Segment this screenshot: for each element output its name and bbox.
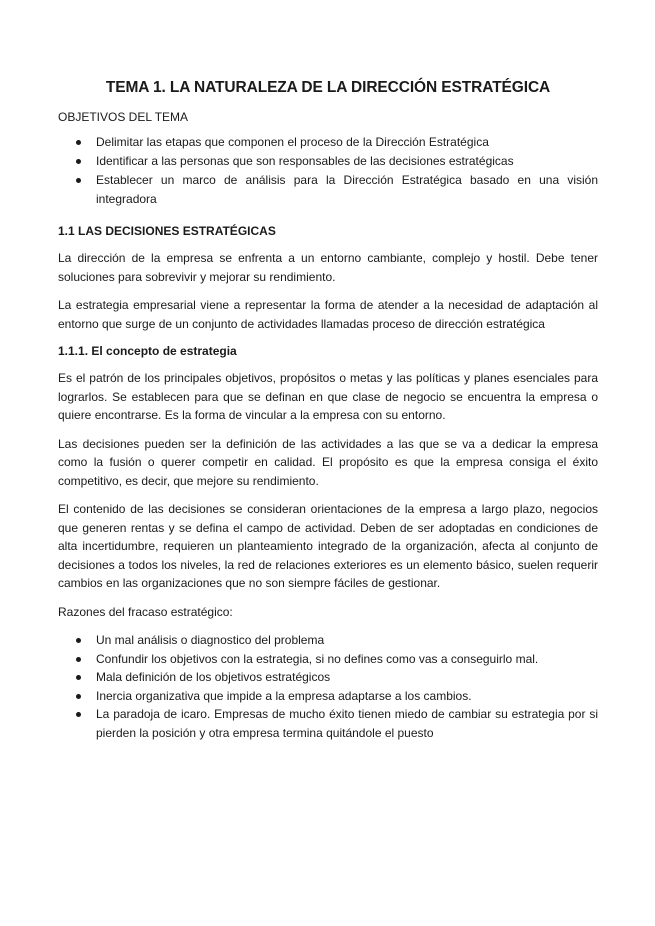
bullet-icon xyxy=(76,675,81,680)
bullet-icon xyxy=(76,712,81,717)
list-item xyxy=(58,650,598,669)
objectives-heading: OBJETIVOS DEL TEMA xyxy=(58,110,189,124)
paragraph: El contenido de las decisiones se consideran orientaciones de la empresa a largo plazo, negocios que generen rentas y se defina el campo de actividad. Deben de ser adoptadas en condiciones de alta incertidumbre, requieren un planteamiento integrado de la organización, afecta al conjunto de decisiones a todos los niveles, la red de relaciones exteriores es un elemento básico, suelen requerir cambios en las organizaciones que no son siempre fáciles de gestionar. xyxy=(58,502,598,590)
bullet-icon xyxy=(76,657,81,662)
objective-text: Identificar a las personas que son responsables de las decisiones estratégicas xyxy=(96,153,514,168)
paragraph: La estrategia empresarial viene a representar la forma de atender a la necesidad de adaptación al entorno que surge de un conjunto de actividades llamadas proceso de dirección estratégica xyxy=(58,298,598,331)
list-item xyxy=(58,133,598,152)
reason-text: Inercia organizativa que impide a la empresa adaptarse a los cambios. xyxy=(96,688,472,703)
bullet-icon xyxy=(76,638,81,643)
reasons-list xyxy=(58,631,598,742)
paragraph: Es el patrón de los principales objetivos, propósitos o metas y las políticas y planes esenciales para lograrlos. Se establecen para que se definan en que clase de negocio se encuentra la empresa o quiere encontrarse. Es la forma de vincular a la empresa con su entorno. xyxy=(58,371,598,422)
reason-text: Confundir los objetivos con la estrategia, si no defines como vas a conseguirlo mal. xyxy=(96,651,539,666)
list-item xyxy=(58,705,598,742)
document-page xyxy=(0,78,655,926)
objective-text: Delimitar las etapas que componen el proceso de la Dirección Estratégica xyxy=(96,135,489,149)
list-item xyxy=(58,668,598,687)
paragraph: Las decisiones pueden ser la definición de las actividades a las que se va a dedicar la empresa como la fusión o querer competir en calidad. El propósito es que la empresa consiga el éxito competitivo, es decir, que mejore su rendimiento. xyxy=(58,436,598,488)
list-item xyxy=(58,171,598,208)
bullet-icon xyxy=(76,140,81,145)
objective-text: Establecer un marco de análisis para la Dirección Estratégica basado en una visión integradora xyxy=(96,173,598,206)
reason-text: Mala definición de los objetivos estratégicos xyxy=(96,670,331,684)
section-heading: 1.1 LAS DECISIONES ESTRATÉGICAS xyxy=(58,224,276,238)
bullet-icon xyxy=(76,178,81,183)
objectives-list xyxy=(58,133,598,208)
reason-text: Un mal análisis o diagnostico del problema xyxy=(96,633,325,647)
list-item xyxy=(58,631,598,650)
bullet-icon xyxy=(76,694,81,699)
list-item xyxy=(58,687,598,706)
subsection-heading: 1.1.1. El concepto de estrategia xyxy=(58,344,237,358)
list-item xyxy=(58,152,598,171)
reasons-intro: Razones del fracaso estratégico: xyxy=(58,604,233,619)
bullet-icon xyxy=(76,159,81,164)
document-title: TEMA 1. LA NATURALEZA DE LA DIRECCIÓN ESTRATÉGICA xyxy=(105,79,551,96)
reason-text: La paradoja de icaro. Empresas de mucho éxito tienen miedo de cambiar su estrategia por si pierden la posición y otra empresa termina quitándole el puesto xyxy=(96,707,598,740)
paragraph: La dirección de la empresa se enfrenta a un entorno cambiante, complejo y hostil. Debe tener soluciones para sobrevivir y mejorar su rendimiento. xyxy=(58,251,598,284)
